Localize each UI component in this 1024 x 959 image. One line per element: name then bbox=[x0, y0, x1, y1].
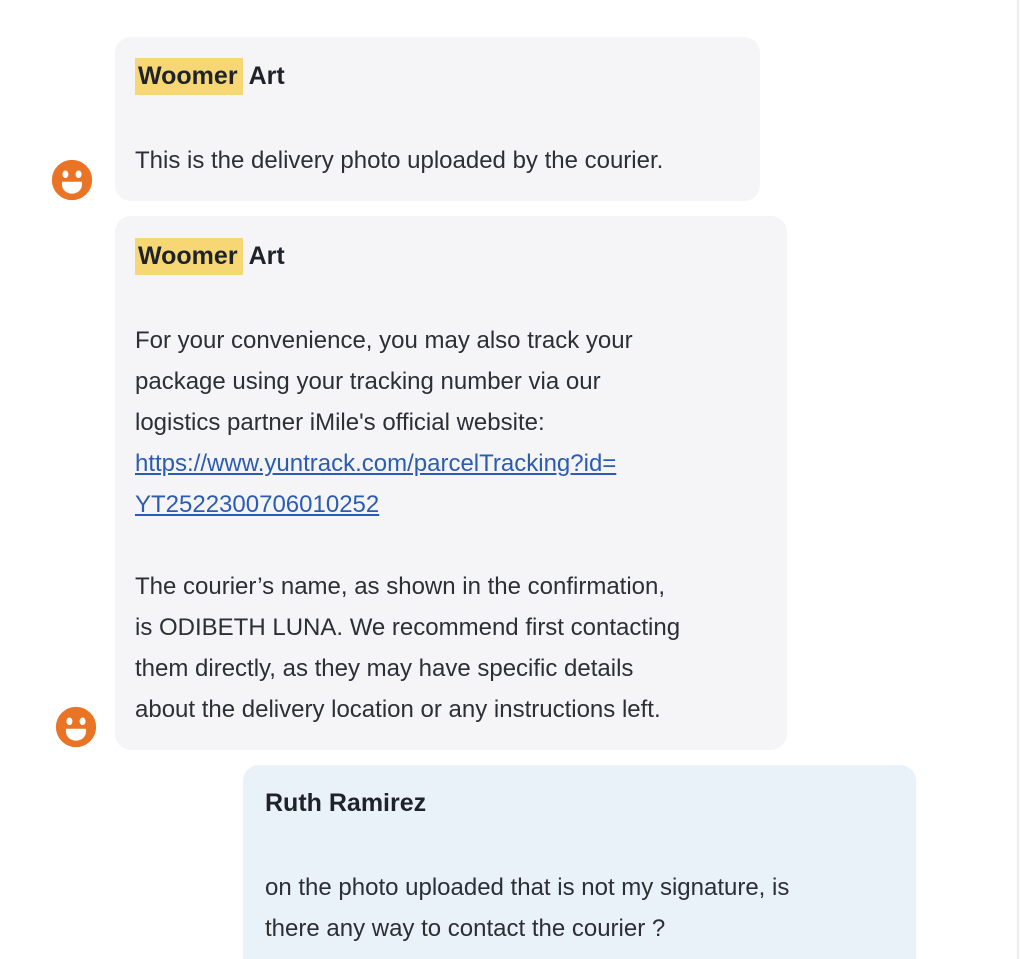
agent-message-bubble bbox=[115, 37, 760, 201]
message-line: is ODIBETH LUNA. We recommend first contacting bbox=[135, 614, 681, 641]
message-line: For your convenience, you may also track your bbox=[135, 327, 633, 354]
message-author bbox=[265, 785, 892, 821]
message-line: them directly, as they may have specific details bbox=[135, 655, 634, 682]
customer-message-bubble bbox=[243, 765, 916, 959]
message-line: there any way to contact the courier ? bbox=[265, 915, 666, 942]
message-line: package using your tracking number via our bbox=[135, 368, 601, 395]
author-name: Ruth Ramirez bbox=[265, 789, 427, 817]
author-name-rest: Art bbox=[242, 62, 285, 90]
smiley-face-icon bbox=[55, 706, 97, 748]
message-author bbox=[135, 238, 763, 274]
author-name-highlight: Woomer bbox=[135, 58, 243, 95]
panel-edge-divider bbox=[1017, 0, 1019, 959]
author-name-rest: Art bbox=[242, 242, 285, 270]
message-line: on the photo uploaded that is not my signature, is bbox=[265, 874, 790, 901]
agent-avatar bbox=[55, 706, 97, 748]
agent-avatar bbox=[51, 159, 93, 201]
tracking-link[interactable]: YT2522300706010252 bbox=[135, 491, 380, 518]
paragraph-spacer bbox=[135, 525, 763, 566]
message-line bbox=[135, 443, 763, 484]
agent-message-bubble bbox=[115, 216, 787, 750]
message-line: This is the delivery photo uploaded by the courier. bbox=[135, 147, 664, 174]
message-author bbox=[135, 58, 736, 94]
message-line: logistics partner iMile's official website: bbox=[135, 409, 545, 436]
tracking-link[interactable]: https://www.yuntrack.com/parcelTracking?id= bbox=[135, 450, 617, 477]
smiley-face-icon bbox=[51, 159, 93, 201]
message-line bbox=[135, 484, 763, 525]
message-line: about the delivery location or any instructions left. bbox=[135, 696, 661, 723]
message-line: The courier’s name, as shown in the confirmation, bbox=[135, 573, 666, 600]
author-name-highlight: Woomer bbox=[135, 238, 243, 275]
